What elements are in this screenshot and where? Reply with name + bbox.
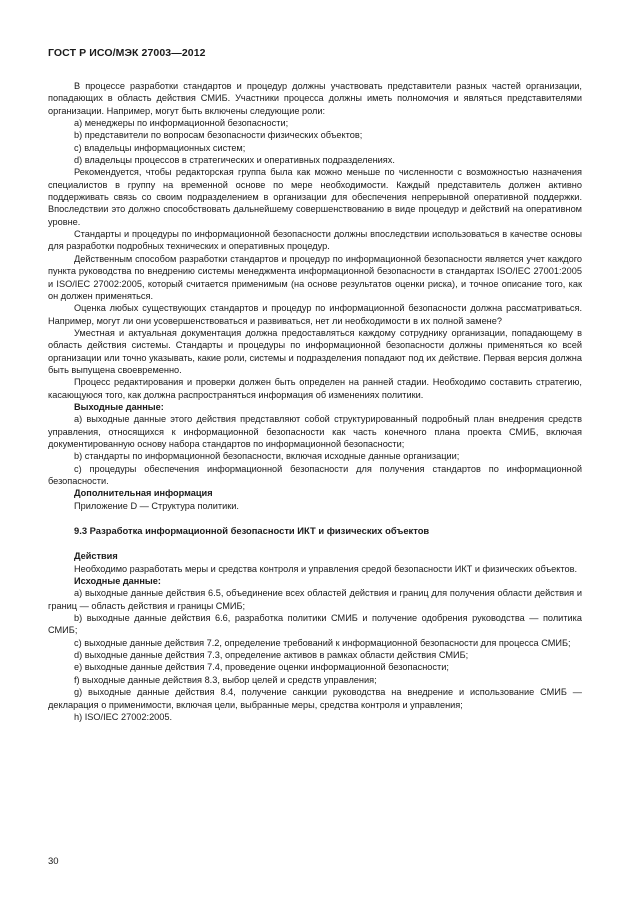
list-item: c) процедуры обеспечения информационной безопасности для получения стандартов по информационной безопасности. (48, 463, 582, 486)
list-item: a) выходные данные действия 6.5, объединение всех областей действия и границ для получения области действия и границ — область действия и границы СМИБ; (48, 588, 582, 611)
list-item: c) выходные данные действия 7.2, определение требований к информационной безопасности для процесса СМИБ; (74, 637, 571, 648)
paragraph: В процессе разработки стандартов и процедур должны участвовать представители разных частей организации, попадающих в область действия СМИБ. Участники процесса должны иметь полномочия и являться представителями организации. Например, могут быть включены следующие роли: (48, 81, 582, 116)
input-heading: Исходные данные: (74, 576, 161, 587)
list-item: f) выходные данные действия 8.3, выбор целей и средств управления; (74, 674, 377, 685)
list-item: b) представители по вопросам безопасности физических объектов; (74, 130, 363, 141)
page-body (48, 80, 582, 723)
page-header: ГОСТ Р ИСО/МЭК 27003—2012 (48, 47, 206, 59)
actions-heading: Действия (74, 551, 118, 562)
paragraph: Процесс редактирования и проверки должен быть определен на ранней стадии. Необходимо составить стратегию, касающуюся того, как должна распространяться информация об изменениях политики. (48, 377, 582, 400)
list-item: d) владельцы процессов в стратегических и оперативных подразделениях. (74, 155, 395, 166)
paragraph: Оценка любых существующих стандартов и процедур по информационной безопасности должна рассматриваться. Например, могут ли они усовершенствоваться и развиваться, нет ли необходимости в их полной замене? (48, 303, 582, 326)
paragraph: Рекомендуется, чтобы редакторская группа была как можно меньше по численности с возможностью назначения специалистов в группу на временной основе по мере необходимости. Каждый представитель должен активно поддерживать связь со своим подразделением в организации для обеспечения непрерывной оперативной поддержки. Впоследствии это должно способствовать дальнейшему совершенствованию в виде процедур и действий на оперативном уровне. (48, 167, 582, 227)
additional-heading: Дополнительная информация (74, 488, 213, 499)
list-item: a) менеджеры по информационной безопасности; (74, 118, 289, 129)
section-title: 9.3 Разработка информационной безопасности ИКТ и физических объектов (74, 525, 430, 537)
additional-text: Приложение D — Структура политики. (74, 500, 239, 511)
page-number: 30 (48, 856, 59, 867)
list-item: e) выходные данные действия 7.4, проведение оценки информационной безопасности; (74, 662, 449, 673)
list-item: d) выходные данные действия 7.3, определение активов в рамках области действия СМИБ; (74, 650, 469, 661)
actions-text: Необходимо разработать меры и средства контроля и управления средой безопасности ИКТ и физических объектов. (74, 563, 578, 574)
list-item: h) ISO/IEC 27002:2005. (74, 711, 173, 722)
paragraph: Стандарты и процедуры по информационной безопасности должны впоследствии использоваться в качестве основы для разработки подробных технических и оперативных процедур. (48, 229, 582, 252)
list-item: b) выходные данные действия 6.6, разработка политики СМИБ и получение одобрения руководства — политика СМИБ; (48, 613, 582, 636)
paragraph: Уместная и актуальная документация должна предоставляться каждому сотруднику организации, попадающему в область действия системы. Стандарты и процедуры по информационной безопасности должны применяться ко всей организации или точно указывать, какие роли, системы и подразделения попадают под их действие. Первая версия должна быть выпущена своевременно. (48, 327, 582, 375)
list-item: g) выходные данные действия 8.4, получение санкции руководства на внедрение и использование СМИБ — декларация о применимости, включая цели, выбранные меры, средства контроля и управления; (48, 687, 582, 710)
list-item: a) выходные данные этого действия представляют собой структурированный подробный план внедрения средств управления, относящихся к информационной безопасности как часть конечного плана проекта СМИБ, включая документированную основу набора стандартов по информационной безопасности; (48, 414, 582, 449)
output-heading: Выходные данные: (74, 401, 164, 412)
paragraph: Действенным способом разработки стандартов и процедур по информационной безопасности является учет каждого пункта руководства по внедрению системы менеджмента информационной безопасности в стандартах ISO/IEC 27001:2005 и ISO/IEC 27002:2005, который считается применимым (на основе результатов оценки риска), и точное описание того, как он должен применяться. (48, 253, 582, 301)
list-item: c) владельцы информационных систем; (74, 142, 246, 153)
list-item: b) стандарты по информационной безопасности, включая исходные данные организации; (74, 451, 460, 462)
